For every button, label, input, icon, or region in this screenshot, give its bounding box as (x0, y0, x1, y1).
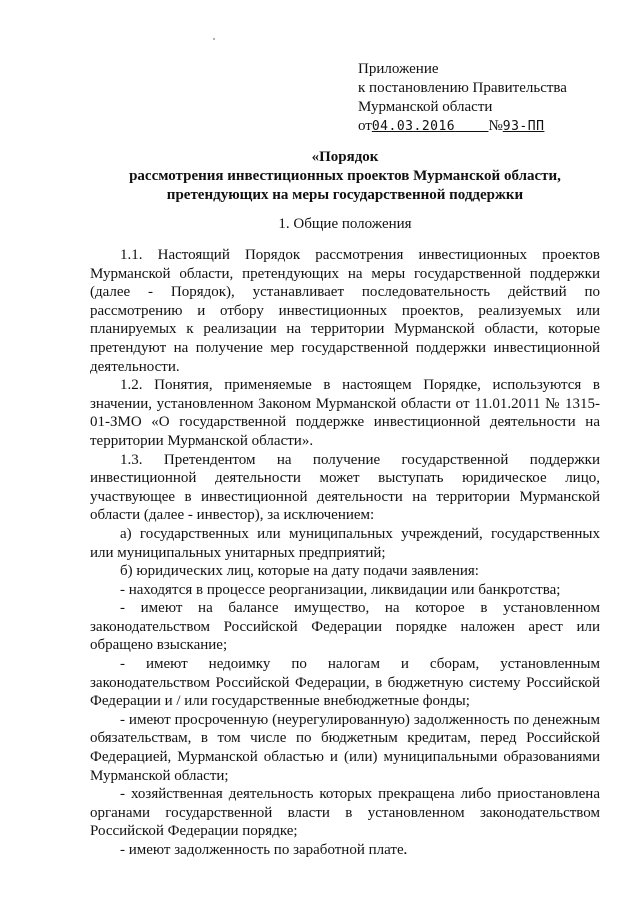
paragraph-item-b: б) юридических лиц, которые на дату подачи заявления: (120, 563, 479, 580)
bullet-tax-arrears: - имеют недоимку по налогам и сборам, установленным законодательством Российской Федерации, в бюджетную систему Российской Федерации и / или государственные внебюджетные фонды; (90, 656, 600, 710)
bullet-suspended-activity: - хозяйственная деятельность которых прекращена либо приостановлена органами государственной власти в установленном законодательством Российской Федерации порядке; (90, 786, 600, 840)
title-line-2: рассмотрения инвестиционных проектов Мурманской области, (129, 168, 561, 184)
paragraph-1-2: 1.2. Понятия, применяемые в настоящем Порядке, используются в значении, установленном Законом Мурманской области от 11.01.2011 № 1315-01-ЗМО «О государственной поддержке инвестиционной деятельности на территории Мурманской области». (90, 377, 600, 449)
number-prefix: № (488, 118, 503, 134)
document-title (90, 148, 600, 205)
date-prefix: от (358, 118, 372, 134)
bullet-reorganization: - находятся в процессе реорганизации, ликвидации или банкротства; (120, 581, 561, 598)
attachment-date-line (358, 117, 567, 136)
paragraph-1-3: 1.3. Претендентом на получение государственной поддержки инвестиционной деятельности может выступать юридическое лицо, участвующее в инвестиционной деятельности на территории Мурманской области (далее - инвестор), за исключением: (90, 451, 600, 524)
attachment-line-2: к постановлению Правительства (358, 80, 567, 96)
bullet-wage-debt: - имеют задолженность по заработной плате. (120, 842, 408, 858)
attachment-line-1: Приложение (358, 61, 439, 77)
attachment-line-3: Мурманской области (358, 99, 493, 115)
bullet-arrest: - имеют на балансе имущество, на которое в установленном законодательством Российской Федерации порядке наложен арест или обращено взыскание; (90, 600, 600, 654)
number-value: 93-ПП (502, 119, 545, 134)
paragraph-1-1: 1.1. Настоящий Порядок рассмотрения инвестиционных проектов Мурманской области, претендующих на меры государственной поддержки (далее - Порядок), устанавливает последовательность действий по рассмотрению и отбору инвестиционных проектов, реализуемых или планируемых к реализации на территории Мурманской области, которые претендуют на получение мер государственной поддержки инвестиционной деятельности. (90, 247, 600, 375)
date-value: 04.03.2016 (371, 119, 456, 134)
title-line-1: «Порядок (311, 149, 379, 165)
scan-speck (213, 38, 215, 40)
section-heading: 1. Общие положения (278, 216, 412, 232)
document-body (90, 246, 600, 860)
title-line-3: претендующих на меры государственной поддержки (166, 187, 524, 203)
attachment-block (358, 60, 567, 136)
bullet-overdue-debt: - имеют просроченную (неурегулированную) задолженность по денежным обязательствам, в том числе по бюджетным кредитам, перед Российской Федерацией, Мурманской областью и (или) муниципальными образованиями Мурманской области; (90, 711, 600, 784)
paragraph-item-a: а) государственных или муниципальных учреждений, государственных или муниципальных унитарных предприятий; (90, 525, 600, 561)
